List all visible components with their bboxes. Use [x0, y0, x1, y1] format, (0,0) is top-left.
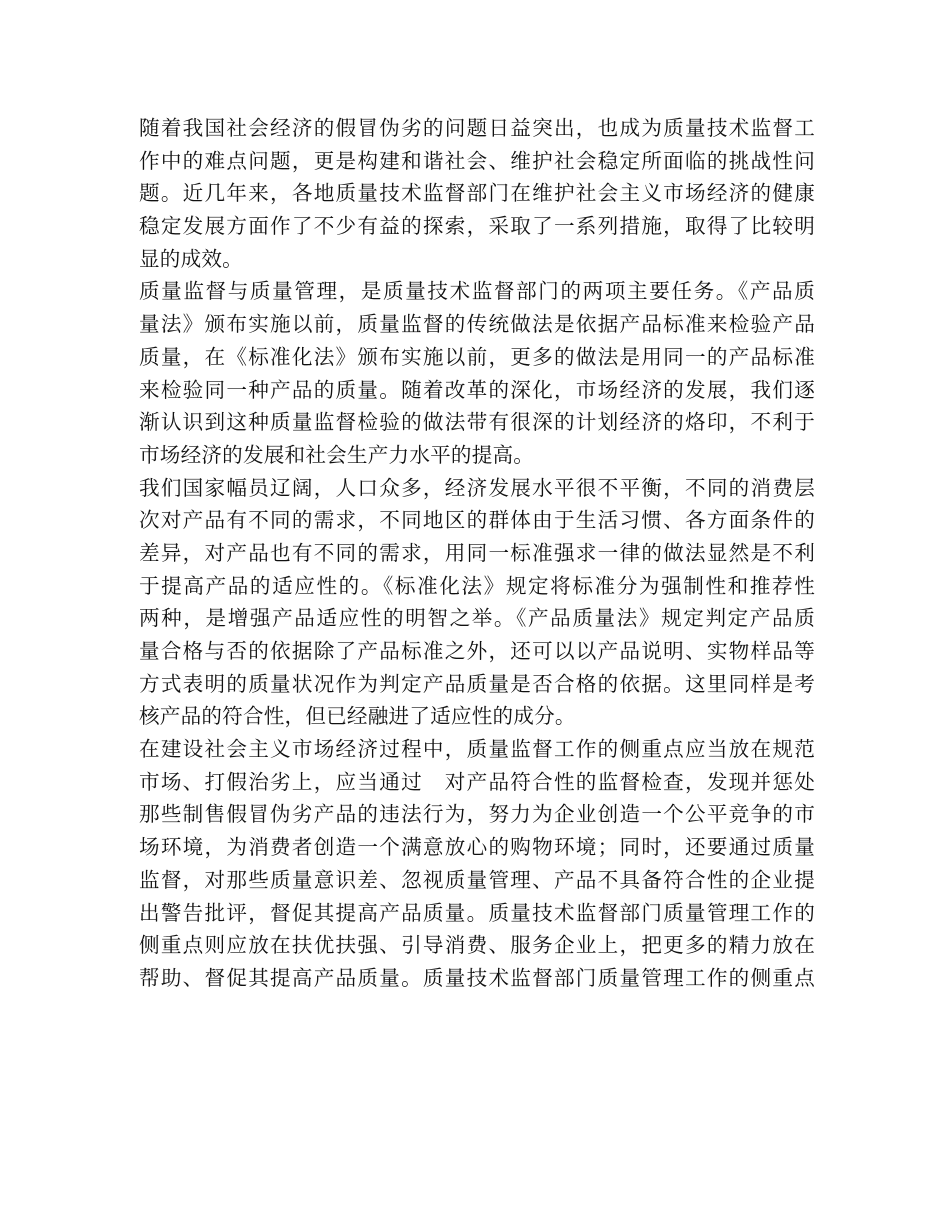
- text-line: 作中的难点问题，更是构建和谐社会、维护社会稳定所面临的挑战性问: [139, 148, 815, 173]
- text-line: 那些制售假冒伪劣产品的违法行为，努力为企业创造一个公平竞争的市: [139, 802, 815, 827]
- text-line: 帮助、督促其提高产品质量。质量技术监督部门质量管理工作的侧重点: [139, 965, 815, 990]
- text-line: 侧重点则应放在扶优扶强、引导消费、服务企业上，把更多的精力放在: [139, 933, 815, 958]
- text-line: 我们国家幅员辽阔，人口众多，经济发展水平很不平衡，不同的消费层: [139, 475, 815, 500]
- text-line: 出警告批评，督促其提高产品质量。质量技术监督部门质量管理工作的: [139, 900, 815, 925]
- text-line: 渐认识到这种质量监督检验的做法带有很深的计划经济的烙印，不利于: [139, 410, 815, 435]
- text-line: 质量监督与质量管理，是质量技术监督部门的两项主要任务。《产品质: [139, 279, 815, 304]
- text-line: 差异，对产品也有不同的需求，用同一标准强求一律的做法显然是不利: [139, 540, 815, 565]
- text-line: 监督，对那些质量意识差、忽视质量管理、产品不具备符合性的企业提: [139, 867, 815, 892]
- text-line: 两种，是增强产品适应性的明智之举。《产品质量法》规定判定产品质: [139, 606, 815, 631]
- text-line: 质量，在《标准化法》颁布实施以前，更多的做法是用同一的产品标准: [139, 344, 815, 369]
- text-line: 量法》颁布实施以前，质量监督的传统做法是依据产品标准来检验产品: [139, 312, 815, 337]
- text-line: 于提高产品的适应性的。《标准化法》规定将标准分为强制性和推荐性: [139, 573, 815, 598]
- text-line: 次对产品有不同的需求，不同地区的群体由于生活习惯、各方面条件的: [139, 508, 815, 533]
- text-line: 量合格与否的依据除了产品标准之外，还可以以产品说明、实物样品等: [139, 639, 815, 663]
- paragraph: [139, 275, 815, 471]
- text-line: 核产品的符合性，但已经融进了适应性的成分。: [139, 704, 576, 729]
- text-line: 方式表明的质量状况作为判定产品质量是否合格的依据。这里同样是考: [139, 671, 815, 696]
- text-line: 随着我国社会经济的假冒伪劣的问题日益突出，也成为质量技术监督工: [139, 116, 815, 140]
- text-line: 市场经济的发展和社会生产力水平的提高。: [139, 442, 535, 467]
- paragraph: [139, 472, 815, 734]
- text-line: 题。近几年来，各地质量技术监督部门在维护社会主义市场经济的健康: [139, 181, 815, 206]
- text-line: 在建设社会主义市场经济过程中，质量监督工作的侧重点应当放在规范: [139, 737, 815, 762]
- text-line: 市场、打假治劣上，应当通过 对产品符合性的监督检查，发现并惩处: [139, 769, 815, 794]
- paragraph: [139, 733, 815, 995]
- text-line: 显的成效。: [139, 246, 243, 271]
- text-line: 场环境，为消费者创造一个满意放心的购物环境；同时，还要通过质量: [139, 835, 815, 860]
- text-line: 来检验同一种产品的质量。随着改革的深化，市场经济的发展，我们逐: [139, 377, 815, 402]
- paragraph: [139, 112, 815, 275]
- body-text: [139, 112, 815, 995]
- text-line: 稳定发展方面作了不少有益的探索，采取了一系列措施，取得了比较明: [139, 214, 815, 239]
